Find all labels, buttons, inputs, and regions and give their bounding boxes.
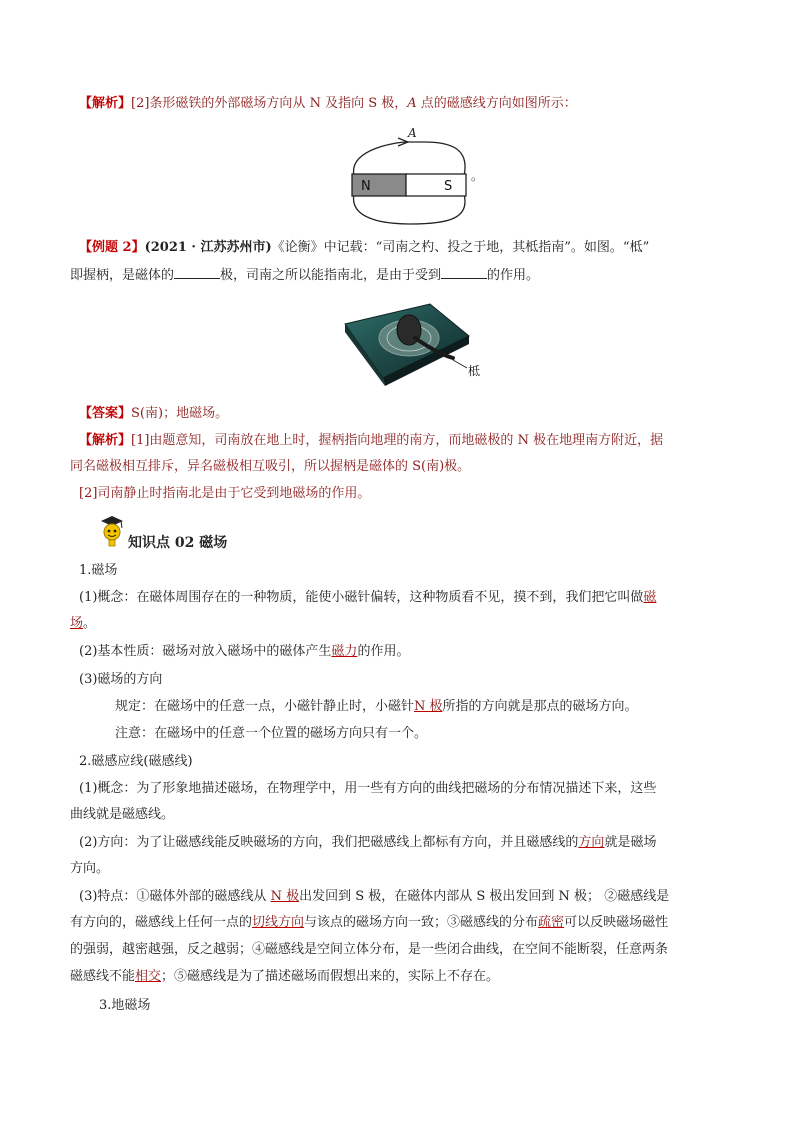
- s2-feature-key-3: 疏密: [538, 915, 565, 930]
- handle-label: 柢: [468, 364, 481, 378]
- s2-feature-line-1: [79, 887, 669, 907]
- label-n: N: [361, 179, 371, 194]
- knowledge-point-icon: [98, 514, 126, 548]
- s1-concept-line-2: [70, 614, 96, 634]
- s2-feature-key-2: 切线方向: [252, 915, 305, 930]
- analysis-text-a: [2]条形磁铁的外部磁场方向从 N 及指向 S 极，: [131, 96, 408, 111]
- figure-tail: 。: [471, 169, 484, 183]
- analysis-tag: 【解析】: [79, 96, 132, 111]
- handle-pointer-line: [453, 360, 467, 368]
- s2-direction-line-2: 方向。: [70, 861, 110, 876]
- s2-feature-text-c: 有方向的，磁感线上任何一点的: [70, 915, 253, 930]
- analysis-2-text-1: [1]由题意知，司南放在地上时，握柄指向地理的南方，而地磁极的 N 极在地理南方附近，据: [131, 433, 664, 448]
- s2-feature-line-2: [70, 913, 668, 933]
- s2-feature-text-e: 可以反映磁场磁性: [564, 915, 669, 930]
- s2-concept-line-2: 曲线就是磁感线。: [70, 807, 175, 822]
- s1-property-end: 的作用。: [357, 644, 410, 659]
- blank-1: [174, 264, 220, 279]
- example-text-2c: 的作用。: [487, 268, 540, 283]
- s1-concept-end: 。: [83, 616, 97, 631]
- s1-property-line: [79, 642, 409, 662]
- example-text-2a: 即握柄，是磁体的: [70, 268, 175, 283]
- s1-rule-line: [115, 697, 638, 717]
- s2-feature-line-4: [70, 967, 499, 987]
- upper-field-line: [354, 142, 466, 176]
- s1-rule-key: N 极: [414, 699, 443, 714]
- s1-concept-text: (1)概念：在磁体周围存在的一种物质，能使小磁针偏转，这种物质看不见，摸不到，我们把它叫做: [79, 590, 644, 605]
- s1-concept-line-1: [79, 588, 656, 608]
- point-a-label: A: [407, 96, 417, 111]
- analysis-text-b: 点的磁感线方向如图所示：: [416, 96, 577, 111]
- section-2-title: 2.磁感应线(磁感线): [79, 754, 193, 769]
- compass-figure: [335, 296, 495, 388]
- example-source: (2021 · 江苏苏州市): [144, 240, 272, 255]
- s2-direction-key: 方向: [578, 835, 605, 850]
- bar-magnet-figure: [340, 128, 490, 228]
- blank-2: [441, 264, 487, 279]
- section-3-title: 3.地磁场: [99, 998, 151, 1013]
- s1-concept-key-1: 磁: [643, 590, 657, 605]
- answer-tag: 【答案】: [79, 406, 132, 421]
- example-2-line-1: [79, 238, 649, 258]
- s1-direction-title: (3)磁场的方向: [79, 672, 163, 687]
- analysis-1-line: [79, 94, 577, 114]
- s1-rule-text: 规定：在磁场中的任意一点，小磁针静止时，小磁针: [115, 699, 415, 714]
- lower-field-line: [354, 194, 466, 224]
- section-1-title: 1.磁场: [79, 563, 118, 578]
- s2-feature-text-a: (3)特点：①磁体外部的磁感线从: [79, 889, 271, 904]
- s2-direction-end: 就是磁场: [604, 835, 657, 850]
- knowledge-point-title: 知识点 02 磁场: [128, 535, 228, 551]
- label-a: A: [408, 128, 417, 140]
- s2-feature-text-g: 磁感线不能: [70, 969, 136, 984]
- s1-concept-key-2: 场: [70, 616, 84, 631]
- s1-property-key: 磁力: [331, 644, 358, 659]
- magnet-s-half: [406, 174, 466, 196]
- s2-feature-text-h: ；⑤磁感线是为了描述磁场而假想出来的，实际上不存在。: [161, 969, 500, 984]
- example-2-line-2: [70, 264, 539, 286]
- s1-note-line: 注意：在磁场中的任意一个位置的磁场方向只有一个。: [115, 726, 428, 741]
- analysis-2-line-3: [2]司南静止时指南北是由于它受到地磁场的作用。: [79, 486, 371, 501]
- s2-feature-key-4: 相交: [135, 969, 162, 984]
- s2-direction-text: (2)方向：为了让磁感线能反映磁场的方向，我们把磁感线上都标有方向，并且磁感线的: [79, 835, 579, 850]
- s1-property-text: (2)基本性质：磁场对放入磁场中的磁体产生: [79, 644, 332, 659]
- example-text-1: 《论衡》中记载：“司南之杓、投之于地，其柢指南”。如图。“柢”: [271, 240, 650, 255]
- s2-feature-text-b: 出发回到 S 极，在磁体内部从 S 极出发回到 N 极； ②磁感线是: [299, 889, 670, 904]
- s2-feature-text-d: 与该点的磁场方向一致；③磁感线的分布: [304, 915, 539, 930]
- s2-direction-line-1: [79, 833, 656, 853]
- label-s: S: [444, 179, 453, 194]
- example-text-2b: 极，司南之所以能指南北，是由于受到: [220, 268, 442, 283]
- analysis-2-line-2: 同名磁极相互排斥，异名磁极相互吸引，所以握柄是磁体的 S(南)极。: [70, 459, 471, 474]
- s2-feature-key-1: N 极: [270, 889, 300, 904]
- analysis-2-line-1: [79, 431, 663, 451]
- s2-feature-line-3: 的强弱，越密越强，反之越弱；④磁感线是空间立体分布，是一些闭合曲线，在空间不能断裂，任意两条: [70, 942, 669, 957]
- answer-line: [79, 404, 228, 424]
- s2-concept-line-1: (1)概念：为了形象地描述磁场，在物理学中，用一些有方向的曲线把磁场的分布情况描述下来，这些: [79, 781, 657, 796]
- example-tag: 【例题 2】: [79, 240, 145, 255]
- analysis-2-tag: 【解析】: [79, 433, 132, 448]
- s1-rule-end: 所指的方向就是那点的磁场方向。: [442, 699, 638, 714]
- answer-text: S(南)；地磁场。: [131, 406, 229, 421]
